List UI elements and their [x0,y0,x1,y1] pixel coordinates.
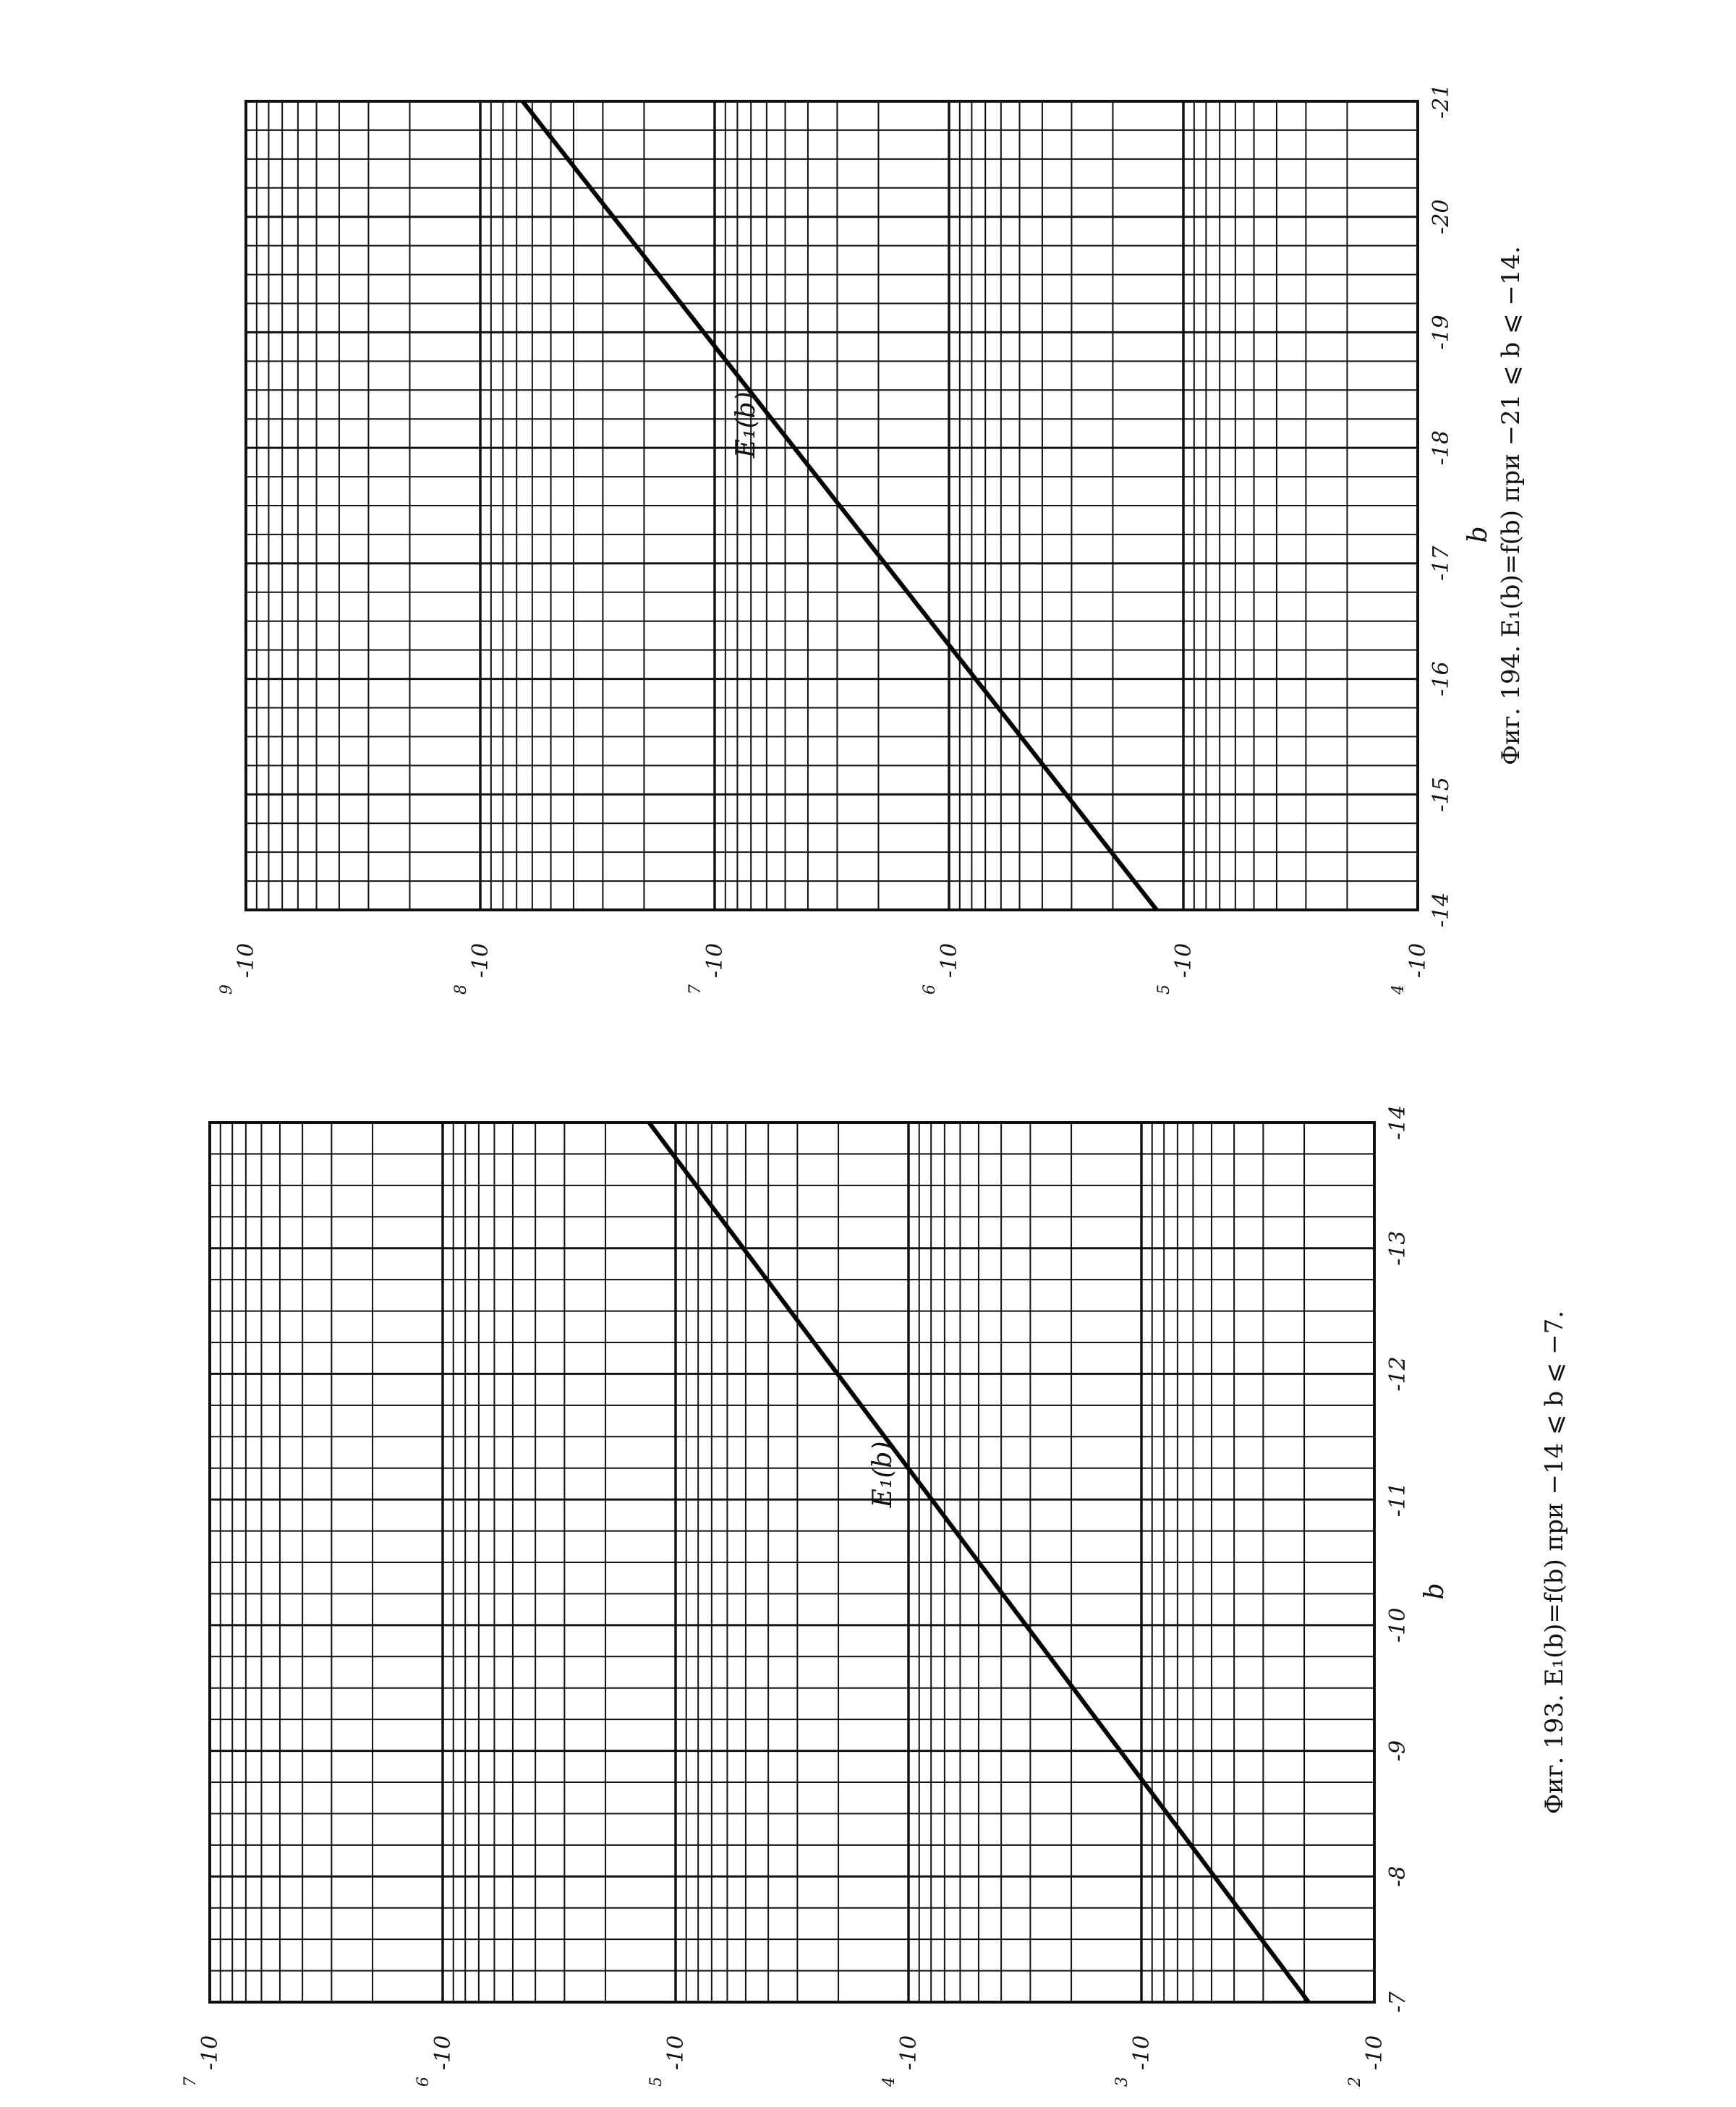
y-tick-exponent: 5 [1155,984,1173,995]
y-tick-exponent: 9 [218,984,236,995]
x-tick-label: -16 [1429,661,1454,697]
x-tick-label: -20 [1429,199,1454,234]
y-tick-label: -10 [1129,2035,1154,2071]
y-tick-label: -10 [937,942,962,979]
x-axis-label: b [1420,1583,1450,1600]
chart-fig193 [182,1105,1569,2087]
y-tick-exponent: 5 [647,2077,665,2087]
y-tick-exponent: 4 [880,2077,898,2087]
y-tick-label: -10 [468,942,493,979]
y-tick-exponent: 2 [1346,2077,1364,2087]
y-tick-exponent: 7 [182,2077,200,2087]
x-tick-label: -10 [1385,1607,1410,1643]
figure-caption: Фиг. 194. E₁(b)=f(b) при −21 ⩽ b ⩽ −14. [1497,246,1526,765]
y-tick-label: -10 [1171,942,1196,979]
y-tick-label: -10 [663,2035,689,2071]
x-tick-label: -21 [1429,83,1454,119]
y-tick-label: -10 [197,2035,223,2071]
y-tick-label: -10 [896,2035,922,2071]
x-tick-label: -19 [1429,315,1454,350]
y-tick-exponent: 3 [1113,2077,1131,2087]
x-tick-label: -18 [1429,430,1454,466]
y-tick-label: -10 [702,942,728,979]
x-tick-label: -15 [1429,777,1454,812]
y-tick-label: -10 [234,942,259,979]
y-tick-label: -10 [430,2035,456,2071]
figure-caption: Фиг. 193. E₁(b)=f(b) при −14 ⩽ b ⩽ −7. [1540,1310,1569,1815]
y-tick-exponent: 7 [686,984,705,995]
x-tick-label: -9 [1385,1740,1410,1762]
x-tick-label: -13 [1385,1230,1410,1266]
x-tick-label: -11 [1385,1481,1410,1518]
chart-fig194 [218,84,1526,995]
x-tick-label: -14 [1385,1104,1410,1141]
x-tick-label: -12 [1385,1356,1410,1392]
y-tick-label: -10 [1405,942,1431,979]
x-tick-label: -17 [1429,545,1454,582]
series-label-0: E₁(b) [868,1441,898,1508]
x-tick-label: -14 [1429,892,1454,928]
series-label-0: E₁(b) [731,391,762,459]
y-tick-exponent: 4 [1390,984,1408,995]
x-axis-label: b [1463,526,1493,543]
x-tick-label: -7 [1385,1991,1410,2013]
y-tick-exponent: 6 [921,984,939,995]
y-tick-exponent: 8 [452,984,470,995]
x-tick-label: -8 [1385,1865,1410,1887]
y-tick-exponent: 6 [414,2077,433,2087]
y-tick-label: -10 [1362,2035,1387,2071]
